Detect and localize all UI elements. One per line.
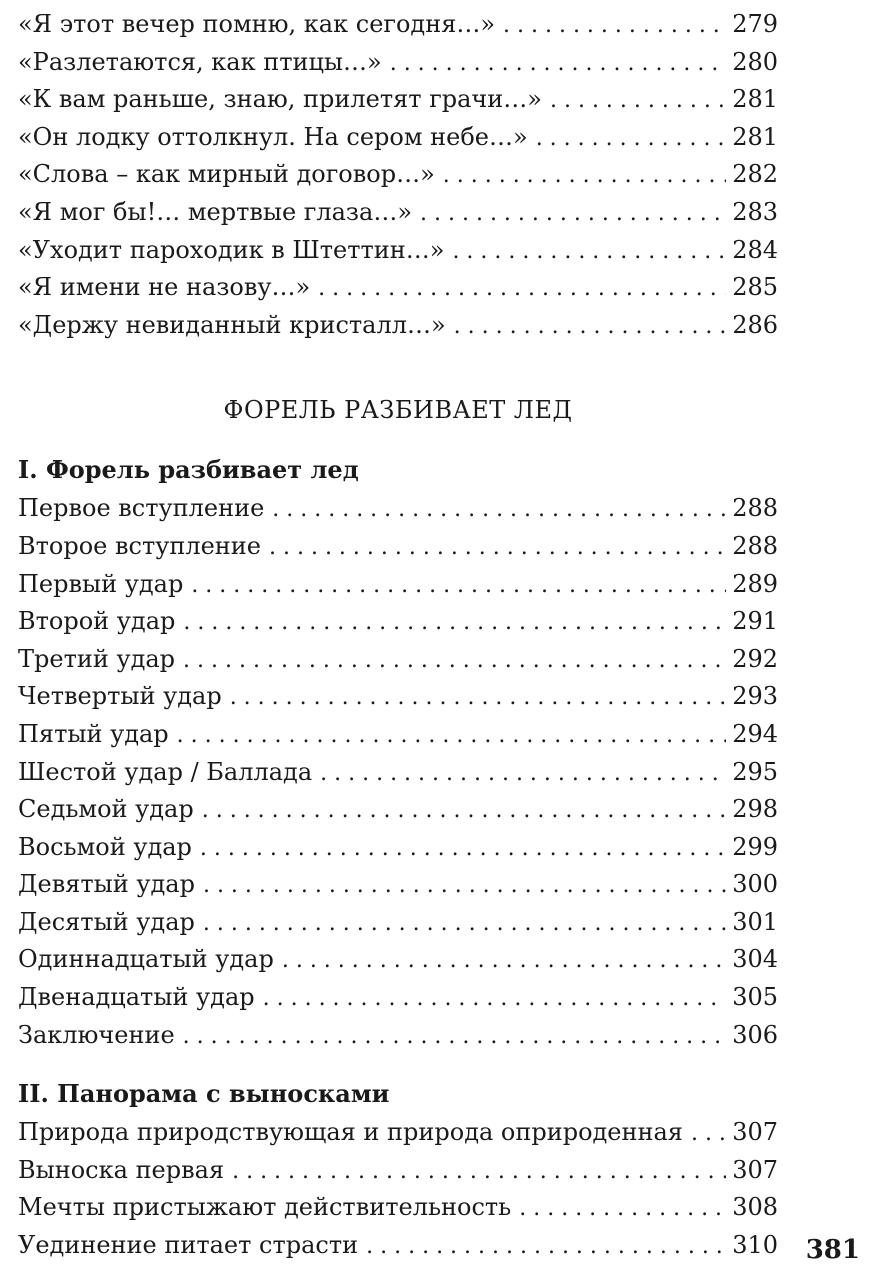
toc-entry-title: Уединение питает страсти — [18, 1231, 359, 1260]
toc-leader-dots — [550, 82, 726, 120]
toc-entry — [18, 941, 778, 979]
toc-entry — [18, 528, 778, 566]
toc-entry-page: 292 — [732, 644, 778, 673]
toc-leader-dots — [191, 567, 726, 605]
toc-entry — [18, 119, 778, 157]
toc-entry — [18, 979, 778, 1017]
part-heading-2: II. Панорама с выносками — [18, 1079, 390, 1109]
toc-entry-page: 310 — [732, 1231, 778, 1260]
toc-entry-page: 295 — [732, 757, 778, 786]
toc-entry-page: 291 — [732, 607, 778, 636]
page-number: 381 — [805, 1235, 860, 1265]
toc-leader-dots — [272, 491, 726, 529]
toc-entry — [18, 1227, 778, 1265]
toc-entry — [18, 1114, 778, 1152]
toc-leader-dots — [519, 1190, 726, 1228]
toc-entry-title: Третий удар — [18, 644, 176, 673]
toc-entry-title: Выноска первая — [18, 1155, 225, 1184]
toc-entry-title: «Держу невиданный кристалл…» — [18, 310, 446, 339]
toc-entry — [18, 829, 778, 867]
section-title: ФОРЕЛЬ РАЗБИВАЕТ ЛЕД — [223, 396, 573, 425]
toc-entry-page: 282 — [732, 160, 778, 189]
toc-entry-page: 279 — [732, 10, 778, 38]
toc-entry-page: 307 — [732, 1155, 778, 1184]
toc-entry — [18, 1152, 778, 1190]
toc-entry-title: Седьмой удар — [18, 795, 194, 824]
toc-leader-dots — [443, 157, 726, 195]
toc-leader-dots — [691, 1115, 726, 1153]
toc-list-part1 — [18, 490, 778, 1054]
toc-entry — [18, 44, 778, 82]
toc-entry-title: Пятый удар — [18, 719, 169, 748]
toc-entry-page: 285 — [732, 273, 778, 302]
toc-entry-title: Десятый удар — [18, 907, 195, 936]
toc-leader-dots — [282, 942, 726, 980]
toc-entry-title: «Я имени не назову…» — [18, 273, 311, 302]
part-heading-1: I. Форель разбивает лед — [18, 455, 359, 485]
toc-list-top — [18, 6, 778, 344]
toc-entry-title: «Я этот вечер помню, как сегодня…» — [18, 10, 496, 38]
toc-entry — [18, 156, 778, 194]
toc-entry-page: 307 — [732, 1118, 778, 1147]
toc-entry-title: Мечты пристыжают действительность — [18, 1193, 512, 1222]
toc-leader-dots — [203, 867, 726, 905]
toc-leader-dots — [320, 755, 726, 793]
toc-entry-page: 283 — [732, 197, 778, 226]
toc-leader-dots — [454, 308, 727, 346]
toc-entry-page: 298 — [732, 795, 778, 824]
toc-entry — [18, 490, 778, 528]
toc-leader-dots — [202, 792, 726, 830]
toc-entry-title: Восьмой удар — [18, 832, 192, 861]
toc-entry-title: «Я мог бы!… мертвые глаза…» — [18, 197, 413, 226]
toc-entry — [18, 566, 778, 604]
toc-entry-title: «Уходит пароходик в Штеттин…» — [18, 235, 445, 264]
toc-entry-page: 301 — [732, 907, 778, 936]
toc-entry — [18, 791, 778, 829]
toc-leader-dots — [230, 679, 727, 717]
toc-entry-title: «Он лодку оттолкнул. На сером небе…» — [18, 122, 528, 151]
toc-leader-dots — [503, 7, 726, 45]
toc-list-part2 — [18, 1114, 778, 1264]
toc-entry — [18, 641, 778, 679]
toc-entry — [18, 716, 778, 754]
toc-entry-title: Шестой удар / Баллада — [18, 757, 313, 786]
toc-entry-page: 288 — [732, 494, 778, 523]
toc-entry-page: 284 — [732, 235, 778, 264]
toc-leader-dots — [366, 1228, 726, 1266]
toc-entry-title: «К вам раньше, знаю, прилетят грачи…» — [18, 85, 542, 114]
toc-leader-dots — [183, 642, 726, 680]
toc-entry-title: Одиннадцатый удар — [18, 945, 274, 974]
toc-entry-page: 281 — [732, 85, 778, 114]
toc-entry-page: 304 — [732, 945, 778, 974]
toc-entry-page: 289 — [732, 569, 778, 598]
toc-entry-page: 294 — [732, 719, 778, 748]
toc-leader-dots — [390, 45, 726, 83]
toc-entry-page: 308 — [732, 1193, 778, 1222]
toc-entry-title: «Разлетаются, как птицы…» — [18, 47, 382, 76]
toc-entry-title: Первый удар — [18, 569, 184, 598]
toc-leader-dots — [263, 980, 727, 1018]
toc-leader-dots — [318, 270, 726, 308]
toc-leader-dots — [232, 1153, 726, 1191]
toc-entry — [18, 866, 778, 904]
toc-leader-dots — [183, 604, 726, 642]
toc-entry-page: 299 — [732, 832, 778, 861]
toc-entry-page: 281 — [732, 122, 778, 151]
toc-entry — [18, 269, 778, 307]
toc-leader-dots — [177, 717, 727, 755]
toc-entry-title: Второй удар — [18, 607, 176, 636]
toc-entry — [18, 232, 778, 270]
toc-entry — [18, 754, 778, 792]
toc-entry — [18, 904, 778, 942]
toc-leader-dots — [269, 529, 726, 567]
toc-leader-dots — [203, 905, 726, 943]
toc-leader-dots — [452, 233, 726, 271]
toc-entry-page: 293 — [732, 682, 778, 711]
toc-page — [18, 6, 778, 1265]
toc-entry-page: 286 — [732, 310, 778, 339]
toc-entry-page: 300 — [732, 870, 778, 899]
toc-entry-page: 305 — [732, 983, 778, 1012]
toc-entry — [18, 678, 778, 716]
toc-entry — [18, 1017, 778, 1055]
toc-entry-title: Четвертый удар — [18, 682, 222, 711]
toc-leader-dots — [200, 830, 726, 868]
toc-entry-title: Двенадцатый удар — [18, 983, 255, 1012]
toc-entry — [18, 603, 778, 641]
toc-entry-title: Природа природствующая и природа оприроденная — [18, 1118, 683, 1147]
toc-entry-title: «Слова – как мирный договор…» — [18, 160, 435, 189]
toc-entry-title: Первое вступление — [18, 494, 265, 523]
toc-entry-page: 306 — [732, 1020, 778, 1049]
toc-entry — [18, 1189, 778, 1227]
toc-entry — [18, 81, 778, 119]
toc-entry-title: Заключение — [18, 1020, 175, 1049]
toc-entry-page: 288 — [732, 531, 778, 560]
toc-entry-title: Девятый удар — [18, 870, 195, 899]
toc-entry-title: Второе вступление — [18, 531, 261, 560]
toc-leader-dots — [183, 1018, 727, 1056]
toc-entry-page: 280 — [732, 47, 778, 76]
toc-entry — [18, 194, 778, 232]
toc-leader-dots — [536, 120, 727, 158]
toc-entry — [18, 6, 778, 44]
toc-entry — [18, 307, 778, 345]
toc-leader-dots — [420, 195, 726, 233]
